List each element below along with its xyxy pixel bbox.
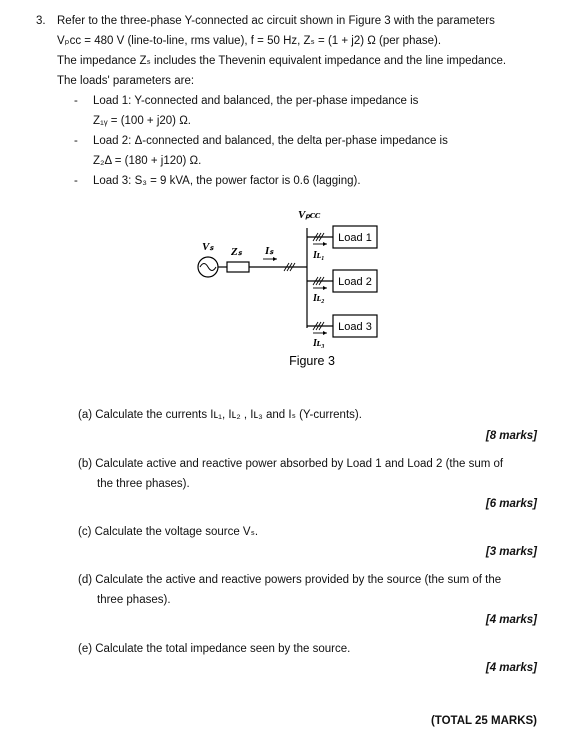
load-3-label: Load 3: [338, 321, 372, 333]
load-2-label: Load 2: [338, 276, 372, 288]
part-b-text: (b) Calculate active and reactive power absorbed by Load 1 and Load 2 (the sum of: [78, 458, 504, 470]
part-c-text: (c) Calculate the voltage source Vₛ.: [78, 526, 259, 538]
il1-label: Iʟ₁: [313, 250, 325, 261]
il3-label: Iʟ₃: [313, 338, 325, 349]
part-b-marks: [6 marks]: [485, 498, 537, 510]
vpcc-label: Vₚᴄᴄ: [298, 209, 321, 221]
part-a-text: (a) Calculate the currents Iʟ₁, Iʟ₂ , Iʟ₃ and Iₛ (Y-currents).: [78, 409, 362, 421]
question-number: 3.: [36, 15, 46, 27]
question-line-1: Refer to the three-phase Y-connected ac circuit shown in Figure 3 with the parameters: [57, 15, 495, 27]
zs-impedance-box: [227, 262, 249, 272]
vs-label: Vₛ: [202, 241, 214, 253]
is-label: Iₛ: [265, 245, 274, 257]
il2-label: Iʟ₂: [313, 293, 325, 304]
zs-label: Zₛ: [231, 246, 242, 258]
part-d-text-2: three phases).: [97, 594, 171, 606]
load-1-text: Load 1: Y-connected and balanced, the per-phase impedance is: [93, 95, 419, 107]
part-d-text: (d) Calculate the active and reactive powers provided by the source (the sum of the: [78, 574, 502, 586]
part-e-text: (e) Calculate the total impedance seen by the source.: [78, 643, 351, 655]
load-1-impedance: Z₁ᵧ = (100 + j20) Ω.: [93, 115, 191, 127]
sine-wave-icon: [200, 264, 216, 271]
load-3-text: Load 3: S₃ = 9 kVA, the power factor is 0.6 (lagging).: [93, 175, 361, 187]
part-a-marks: [8 marks]: [485, 430, 537, 442]
load-2-text: Load 2: Δ-connected and balanced, the delta per-phase impedance is: [93, 135, 448, 147]
part-d-marks: [4 marks]: [485, 614, 537, 626]
question-line-4: The loads' parameters are:: [57, 75, 195, 87]
question-line-2: Vₚᴄᴄ = 480 V (line-to-line, rms value), f = 50 Hz, Zₛ = (1 + j2) Ω (per phase).: [57, 35, 442, 47]
part-c-marks: [3 marks]: [485, 546, 537, 558]
load-2-bullet: -: [74, 135, 78, 147]
load-3-bullet: -: [74, 175, 78, 187]
circuit-figure: [185, 200, 395, 375]
part-b-text-2: the three phases).: [97, 478, 190, 490]
question-line-3: The impedance Zₛ includes the Thevenin equivalent impedance and the line impedance.: [57, 55, 507, 67]
load-2-impedance: Z₂Δ = (180 + j120) Ω.: [93, 155, 202, 167]
total-marks: (TOTAL 25 MARKS): [430, 715, 537, 727]
part-e-marks: [4 marks]: [485, 662, 537, 674]
figure-caption: Figure 3: [289, 354, 335, 368]
is-arrow-icon: [273, 257, 277, 261]
load-1-bullet: -: [74, 95, 78, 107]
load-1-label: Load 1: [338, 232, 372, 244]
